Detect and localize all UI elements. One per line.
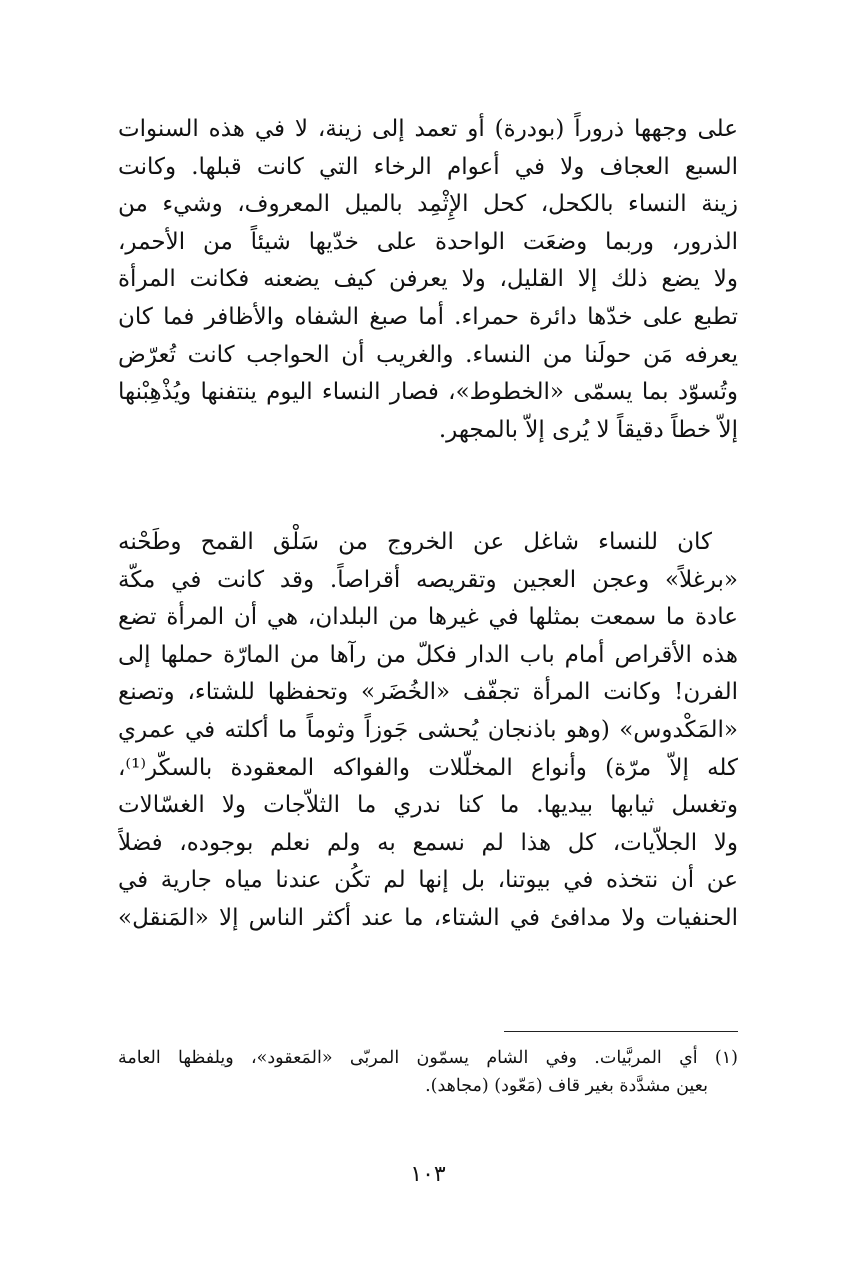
paragraph-1 xyxy=(118,111,738,449)
text-line: ولا يضع ذلك إلا القليل، ولا يعرفن كيف يضعنه فكانت المرأة xyxy=(118,266,738,293)
text-line: الذرور، وربما وضعَت الواحدة على خدّيها شيئاً من الأحمر، xyxy=(118,228,738,255)
footnote-divider xyxy=(504,1031,738,1032)
footnotes xyxy=(118,1044,738,1100)
text-line: إلاّ خطاً دقيقاً لا يُرى إلاّ بالمجهر. xyxy=(438,416,738,443)
text-line: تطبع على خدّها دائرة حمراء. أما صبغ الشفاه والأظافر فما كان xyxy=(118,303,738,330)
text-line: «المَكْدوس» (وهو باذنجان يُحشى جَوزاً وثوماً ما أكلته في عمري xyxy=(118,716,738,743)
text-line: كله إلاّ مرّة) وأنواع المخلّلات والفواكه المعقودة بالسكّر⁽¹⁾، xyxy=(118,754,738,781)
footnote-line: (١) أي المربَّيات. وفي الشام يسمّون المربّى «المَعقود»، ويلفظها العامة xyxy=(118,1048,738,1068)
paragraph-2 xyxy=(118,524,738,938)
text-line: هذه الأقراص أمام باب الدار فكلّ من رآها من المارّة حملها إلى xyxy=(118,641,738,668)
text-line: يعرفه مَن حولَنا من النساء. والغريب أن الحواجب كانت تُعرّض xyxy=(118,341,738,368)
text-line: «برغلاً» وعجن العجين وتقريصه أقراصاً. وقد كانت في مكّة xyxy=(118,566,738,593)
text-line: عن أن نتخذه في بيوتنا، بل إنها لم تكُن عندنا مياه جارية في xyxy=(118,867,738,894)
text-line: عادة ما سمعت بمثلها في غيرها من البلدان، هي أن المرأة تضع xyxy=(118,604,738,631)
text-line: الفرن! وكانت المرأة تجفّف «الخُضَر» وتحفظها للشتاء، وتصنع xyxy=(118,679,738,706)
text-line: على وجهها ذروراً (بودرة) أو تعمد إلى زينة، لا في هذه السنوات xyxy=(118,116,738,142)
text-line: زينة النساء بالكحل، كحل الإِثْمِد بالميل المعروف، وشيء من xyxy=(118,191,738,218)
text-line: وتغسل ثيابها بيديها. ما كنا ندري ما الثلاّجات ولا الغسّالات xyxy=(118,792,738,819)
text-line: ولا الجلاّيات، كل هذا لم نسمع به ولم نعلم بوجوده، فضلاً xyxy=(118,829,738,856)
page-number: ١٠٣ xyxy=(410,1162,446,1187)
text-line: وتُسوّد بما يسمّى «الخطوط»، فصار النساء اليوم ينتفنها ويُذْهِبْنها xyxy=(118,379,738,406)
text-line: السبع العجاف ولا في أعوام الرخاء التي كانت قبلها. وكانت xyxy=(118,153,738,180)
text-line: الحنفيات ولا مدافئ في الشتاء، ما عند أكثر الناس إلا «المَنقل» xyxy=(118,904,738,931)
text-line-indented: كان للنساء شاغل عن الخروج من سَلْق القمح وطَحْنه xyxy=(118,529,712,555)
footnote-line: بعين مشدَّدة بغير قاف (مَعّود) (مجاهد). xyxy=(425,1076,708,1096)
